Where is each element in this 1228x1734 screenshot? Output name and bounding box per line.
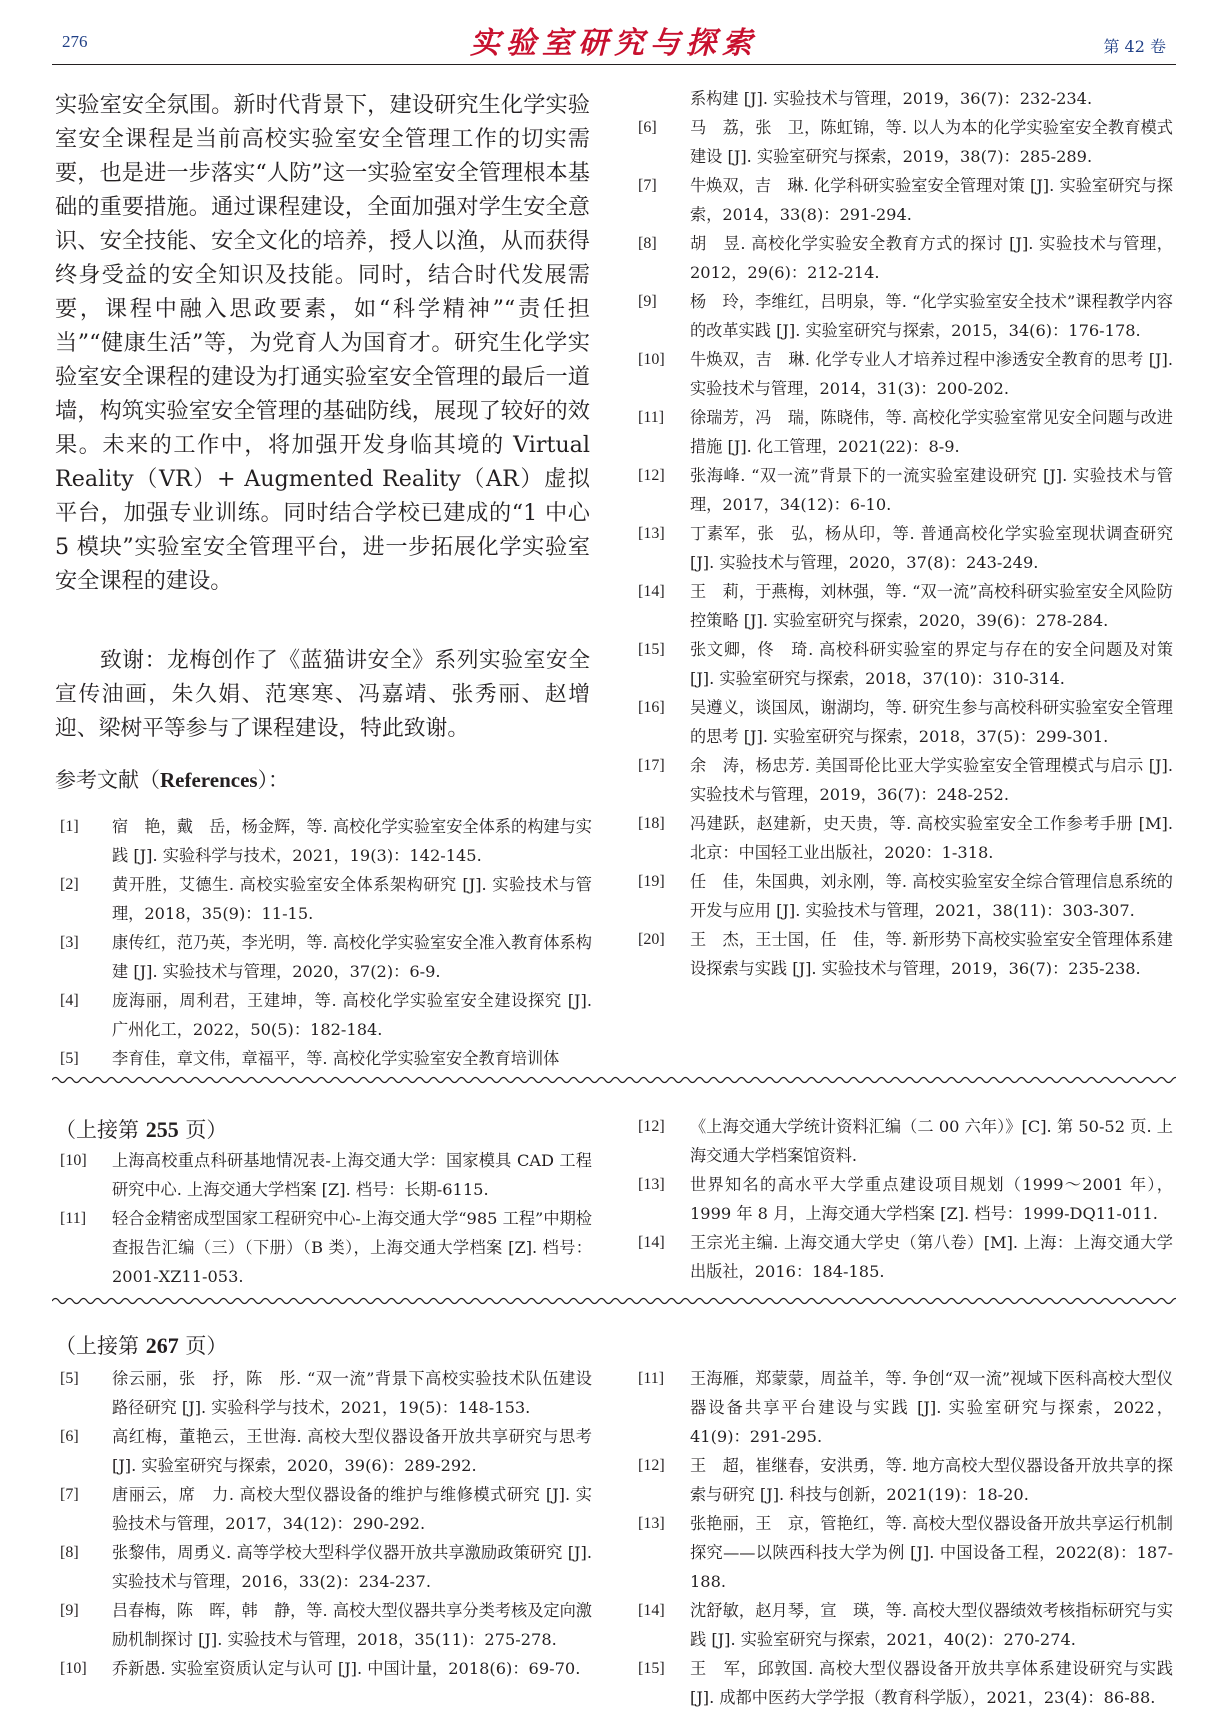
continuation-suffix: 页）: [178, 1334, 228, 1358]
reference-number: [17]: [638, 757, 665, 774]
reference-item: [638, 1364, 1173, 1451]
reference-text: 王 莉，于燕梅，刘林强，等. “双一流”高校科研实验室安全风险防控策略 [J]. 实验室研究与探索，2020，39(6)：278-284.: [690, 582, 1173, 630]
reference-text: 余 涛，杨忠芳. 美国哥伦比亚大学实验室安全管理模式与启示 [J]. 实验技术与管理，2019，36(7)：248-252.: [690, 756, 1173, 804]
reference-text: 任 佳，朱国典，刘永刚，等. 高校实验室安全综合管理信息系统的开发与应用 [J]. 实验技术与管理，2021，38(11)：303-307.: [690, 872, 1173, 920]
reference-text: 王海雁，郑蒙蒙，周益羊，等. 争创“双一流”视域下医科高校大型仪器设备共享平台建设与实践 [J]. 实验室研究与探索，2022，41(9)：291-295.: [690, 1369, 1173, 1446]
reference-item: [60, 870, 592, 928]
section-divider: [52, 1075, 1176, 1085]
reference-item: [638, 1112, 1173, 1170]
reference-number: [3]: [60, 934, 79, 951]
reference-number: [8]: [638, 235, 657, 252]
reference-item: [638, 1596, 1173, 1654]
continuation-prefix: （上接第: [55, 1334, 146, 1358]
reference-number: [11]: [638, 1370, 665, 1387]
reference-number: [9]: [60, 1602, 79, 1619]
reference-number: [12]: [638, 467, 665, 484]
reference-item: [638, 577, 1173, 635]
reference-text: 上海高校重点科研基地情况表-上海交通大学：国家模具 CAD 工程研究中心. 上海交通大学档案 [Z]. 档号：长期-6115.: [112, 1151, 592, 1199]
reference-number: [1]: [60, 818, 79, 835]
reference-text: 吴遵义，谈国凤，谢湖均，等. 研究生参与高校科研实验室安全管理的思考 [J]. 实验室研究与探索，2018，37(5)：299-301.: [690, 698, 1173, 746]
reference-text: 牛焕双，吉 琳. 化学专业人才培养过程中渗透安全教育的思考 [J]. 实验技术与管理，2014，31(3)：200-202.: [690, 350, 1173, 398]
continuation-suffix: 页）: [178, 1118, 228, 1142]
reference-number: [15]: [638, 641, 665, 658]
reference-item: [60, 812, 592, 870]
reference-number: [13]: [638, 1176, 665, 1193]
references-heading: [55, 764, 289, 794]
continuation-2-right: [638, 1364, 1173, 1712]
reference-item: [638, 809, 1173, 867]
reference-text: 张黎伟，周勇义. 高等学校大型科学仪器开放共享激励政策研究 [J]. 实验技术与管理，2016，33(2)：234-237.: [112, 1543, 592, 1591]
acknowledgement: 致谢：龙梅创作了《蓝猫讲安全》系列实验室安全宣传油画，朱久娟、范寒寒、冯嘉靖、张秀丽、赵增迎、梁树平等参与了课程建设，特此致谢。: [55, 648, 590, 741]
reference-item: [638, 84, 1173, 113]
reference-item: [60, 1538, 592, 1596]
reference-item: [638, 171, 1173, 229]
section-divider: [52, 1296, 1176, 1306]
reference-text: 康传红，范乃英，李光明，等. 高校化学实验室安全准入教育体系构建 [J]. 实验技术与管理，2020，37(2)：6-9.: [112, 933, 592, 981]
journal-title: 实验室研究与探索: [470, 26, 758, 61]
reference-text: 马 荔，张 卫，陈虹锦，等. 以人为本的化学实验室安全教育模式建设 [J]. 实验室研究与探索，2019，38(7)：285-289.: [690, 118, 1173, 166]
reference-text: 唐丽云，席 力. 高校大型仪器设备的维护与维修模式研究 [J]. 实验技术与管理，2017，34(12)：290-292.: [112, 1485, 592, 1533]
continuation-heading-2: [55, 1330, 227, 1360]
reference-item: [638, 519, 1173, 577]
references-heading-end: ）：: [257, 768, 290, 792]
reference-item: [638, 229, 1173, 287]
divider-wave: [52, 1299, 1176, 1304]
reference-number: [8]: [60, 1544, 79, 1561]
reference-number: [4]: [60, 992, 79, 1009]
references-left-column: [60, 812, 592, 1073]
reference-number: [638, 84, 690, 113]
reference-item: [60, 1422, 592, 1480]
continuation-page: 267: [145, 1333, 179, 1358]
continuation-page: 255: [145, 1117, 179, 1142]
continuation-2-left: [60, 1364, 592, 1683]
references-heading-cn: 参考文献（: [55, 768, 160, 792]
reference-item: [638, 345, 1173, 403]
volume-label: 第 42 卷: [1103, 37, 1166, 56]
reference-number: [11]: [60, 1210, 87, 1227]
reference-number: [11]: [638, 409, 665, 426]
reference-text: 系构建 [J]. 实验技术与管理，2019，36(7)：232-234.: [690, 89, 1093, 108]
reference-text: 高红梅，董艳云，王世海. 高校大型仪器设备开放共享研究与思考 [J]. 实验室研究与探索，2020，39(6)：289-292.: [112, 1427, 592, 1475]
reference-text: 胡 昱. 高校化学实验安全教育方式的探讨 [J]. 实验技术与管理，2012，29(6)：212-214.: [690, 234, 1173, 282]
reference-text: 黄开胜，艾德生. 高校实验室安全体系架构研究 [J]. 实验技术与管理，2018，35(9)：11-15.: [112, 875, 592, 923]
reference-item: [638, 1509, 1173, 1596]
reference-number: [20]: [638, 931, 665, 948]
reference-number: [14]: [638, 1602, 665, 1619]
reference-text: 冯建跃，赵建新，史天贵，等. 高校实验室安全工作参考手册 [M]. 北京：中国轻工业出版社，2020：1-318.: [690, 814, 1173, 862]
reference-text: 王 军，邱敦国. 高校大型仪器设备开放共享体系建设研究与实践 [J]. 成都中医药大学学报（教育科学版），2021，23(4)：86-88.: [690, 1659, 1173, 1707]
reference-number: [7]: [638, 177, 657, 194]
reference-item: [638, 1654, 1173, 1712]
reference-text: 吕春梅，陈 晖，韩 静，等. 高校大型仪器共享分类考核及定向激励机制探讨 [J]. 实验技术与管理，2018，35(11)：275-278.: [112, 1601, 592, 1649]
reference-number: [10]: [60, 1660, 87, 1677]
reference-number: [2]: [60, 876, 79, 893]
reference-text: 张文卿，佟 琦. 高校科研实验室的界定与存在的安全问题及对策 [J]. 实验室研究与探索，2018，37(10)：310-314.: [690, 640, 1173, 688]
continuation-heading-1: [55, 1114, 227, 1144]
reference-item: [638, 403, 1173, 461]
reference-text: 《上海交通大学统计资料汇编（二 00 六年）》[C]. 第 50-52 页. 上海交通大学档案馆资料.: [690, 1117, 1173, 1165]
continuation-prefix: （上接第: [55, 1118, 146, 1142]
reference-item: [638, 113, 1173, 171]
continuation-1-left: [60, 1146, 592, 1291]
reference-item: [638, 1451, 1173, 1509]
reference-text: 徐云丽，张 抒，陈 彤. “双一流”背景下高校实验技术队伍建设路径研究 [J]. 实验科学与技术，2021，19(5)：148-153.: [112, 1369, 592, 1417]
reference-text: 宿 艳，戴 岳，杨金辉，等. 高校化学实验室安全体系的构建与实践 [J]. 实验科学与技术，2021，19(3)：142-145.: [112, 817, 592, 865]
reference-number: [14]: [638, 1234, 665, 1251]
reference-text: 王 杰，王士国，任 佳，等. 新形势下高校实验室安全管理体系建设探索与实践 [J]. 实验技术与管理，2019，36(7)：235-238.: [690, 930, 1173, 978]
reference-number: [10]: [60, 1152, 87, 1169]
reference-item: [60, 1044, 592, 1073]
reference-number: [6]: [638, 119, 657, 136]
reference-item: [638, 635, 1173, 693]
reference-text: 牛焕双，吉 琳. 化学科研实验室安全管理对策 [J]. 实验室研究与探索，2014，33(8)：291-294.: [690, 176, 1173, 224]
reference-text: 丁素军，张 弘，杨从印，等. 普通高校化学实验室现状调查研究 [J]. 实验技术与管理，2020，37(8)：243-249.: [690, 524, 1173, 572]
reference-item: [638, 1228, 1173, 1286]
reference-number: [6]: [60, 1428, 79, 1445]
reference-item: [60, 1596, 592, 1654]
reference-number: [7]: [60, 1486, 79, 1503]
reference-text: 王宗光主编. 上海交通大学史（第八卷）[M]. 上海：上海交通大学出版社，2016：184-185.: [690, 1233, 1173, 1281]
reference-item: [60, 986, 592, 1044]
reference-number: [5]: [60, 1050, 79, 1067]
reference-item: [60, 1480, 592, 1538]
references-right-column: [638, 84, 1173, 983]
reference-number: [13]: [638, 1515, 665, 1532]
page-number: 276: [62, 32, 88, 51]
reference-text: 乔新愚. 实验室资质认定与认可 [J]. 中国计量，2018(6)：69-70.: [112, 1659, 581, 1678]
reference-text: 张海峰. “双一流”背景下的一流实验室建设研究 [J]. 实验技术与管理，2017，34(12)：6-10.: [690, 466, 1173, 514]
reference-text: 张艳丽，王 京，管艳红，等. 高校大型仪器设备开放共享运行机制探究——以陕西科技大学为例 [J]. 中国设备工程，2022(8)：187-188.: [690, 1514, 1173, 1591]
reference-number: [12]: [638, 1118, 665, 1135]
divider-wave: [52, 1078, 1176, 1083]
reference-item: [60, 928, 592, 986]
reference-number: [12]: [638, 1457, 665, 1474]
continuation-1-right: [638, 1112, 1173, 1286]
references-heading-en: References: [160, 768, 258, 792]
reference-item: [60, 1146, 592, 1204]
reference-item: [638, 693, 1173, 751]
reference-number: [18]: [638, 815, 665, 832]
reference-text: 轻合金精密成型国家工程研究中心-上海交通大学“985 工程”中期检查报告汇编（三）（下册）（B 类），上海交通大学档案 [Z]. 档号：2001-XZ11-053.: [112, 1209, 592, 1286]
reference-item: [638, 287, 1173, 345]
reference-number: [13]: [638, 525, 665, 542]
reference-number: [15]: [638, 1660, 665, 1677]
reference-item: [60, 1364, 592, 1422]
reference-item: [638, 925, 1173, 983]
reference-item: [638, 1170, 1173, 1228]
body-paragraph: 实验室安全氛围。新时代背景下，建设研究生化学实验室安全课程是当前高校实验室安全管理工作的切实需要，也是进一步落实“人防”这一实验室安全管理根本基础的重要措施。通过课程建设，全面加强对学生安全意识、安全技能、安全文化的培养，授人以渔，从而获得终身受益的安全知识及技能。同时，结合时代发展需要，课程中融入思政要素，如“科学精神”“责任担当”“健康生活”等，为党育人为国育才。研究生化学实验室安全课程的建设为打通实验室安全管理的最后一道墙，构筑实验室安全管理的基础防线，展现了较好的效果。未来的工作中，将加强开发身临其境的 Virtual Reality（VR）+ Augmented Reality（AR）虚拟平台，加强专业训练。同时结合学校已建成的“1 中心 5 模块”实验室安全管理平台，进一步拓展化学实验室安全课程的建设。: [55, 92, 590, 594]
reference-text: 李育佳，章文伟，章福平，等. 高校化学实验室安全教育培训体: [112, 1049, 560, 1068]
reference-number: [14]: [638, 583, 665, 600]
header-rule: [52, 64, 1176, 65]
reference-number: [19]: [638, 873, 665, 890]
reference-number: [5]: [60, 1370, 79, 1387]
reference-text: 世界知名的高水平大学重点建设项目规划（1999～2001 年），1999 年 8 月，上海交通大学档案 [Z]. 档号：1999-DQ11-011.: [690, 1175, 1173, 1223]
reference-number: [16]: [638, 699, 665, 716]
reference-number: [9]: [638, 293, 657, 310]
reference-item: [638, 867, 1173, 925]
reference-text: 王 超，崔继春，安洪勇，等. 地方高校大型仪器设备开放共享的探索与研究 [J]. 科技与创新，2021(19)：18-20.: [690, 1456, 1173, 1504]
reference-item: [60, 1204, 592, 1291]
reference-text: 徐瑞芳，冯 瑞，陈晓伟，等. 高校化学实验室常见安全问题与改进措施 [J]. 化工管理，2021(22)：8-9.: [690, 408, 1173, 456]
reference-item: [60, 1654, 592, 1683]
reference-text: 沈舒敏，赵月琴，宣 瑛，等. 高校大型仪器绩效考核指标研究与实践 [J]. 实验室研究与探索，2021，40(2)：270-274.: [690, 1601, 1173, 1649]
reference-item: [638, 461, 1173, 519]
reference-number: [10]: [638, 351, 665, 368]
reference-text: 庞海丽，周利君，王建坤，等. 高校化学实验室安全建设探究 [J]. 广州化工，2022，50(5)：182-184.: [112, 991, 592, 1039]
reference-text: 杨 玲，李维红，吕明泉，等. “化学实验室安全技术”课程教学内容的改革实践 [J]. 实验室研究与探索，2015，34(6)：176-178.: [690, 292, 1173, 340]
reference-item: [638, 751, 1173, 809]
